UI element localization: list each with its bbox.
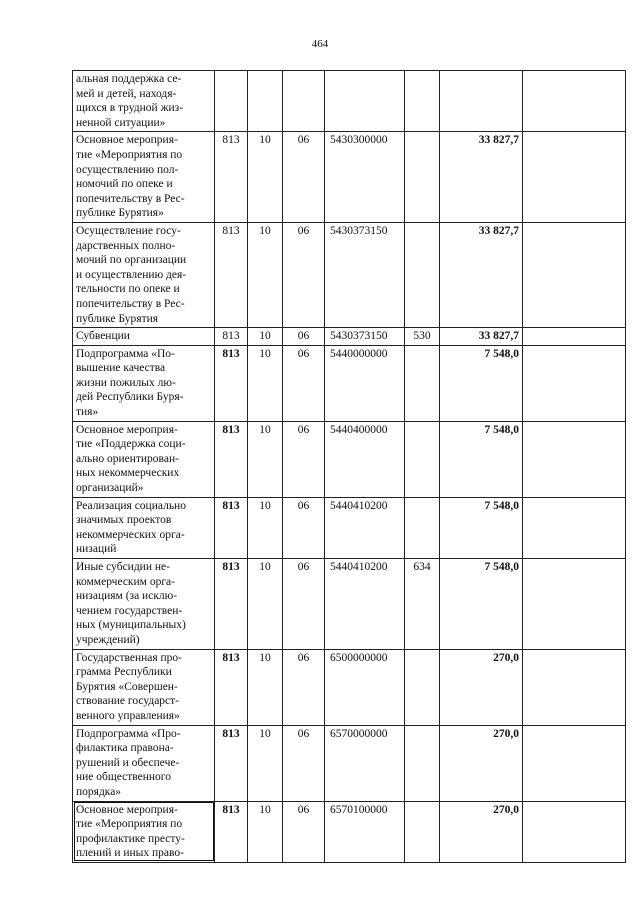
cell-empty	[523, 328, 626, 346]
budget-table	[72, 70, 626, 863]
cell-expense-type: 530	[405, 328, 440, 346]
cell-target-article: 5440400000	[325, 421, 405, 497]
table-row	[73, 497, 626, 558]
table-row	[73, 801, 626, 862]
cell-target-article: 5440410200	[325, 559, 405, 650]
table-row	[73, 559, 626, 650]
cell-name: Подпрограмма «Про- филактика правона- рушений и обеспече- ние общественного порядка»	[73, 725, 215, 801]
cell-subsection: 06	[283, 222, 325, 327]
cell-expense-type	[405, 725, 440, 801]
cell-expense-type	[405, 649, 440, 725]
cell-target-article: 6500000000	[325, 649, 405, 725]
cell-amount: 33 827,7	[440, 222, 523, 327]
cell-amount: 7 548,0	[440, 559, 523, 650]
cell-section: 10	[248, 649, 283, 725]
cell-section: 10	[248, 222, 283, 327]
page-number: 464	[311, 38, 329, 50]
cell-target-article: 6570000000	[325, 725, 405, 801]
cell-empty	[523, 801, 626, 862]
cell-subsection: 06	[283, 649, 325, 725]
cell-amount	[440, 71, 523, 132]
cell-empty	[523, 345, 626, 421]
cell-expense-type	[405, 801, 440, 862]
cell-empty	[523, 559, 626, 650]
cell-amount: 270,0	[440, 725, 523, 801]
cell-name: Иные субсидии не- коммерческим орга- низациям (за исклю- чением государствен- ных (муниципальных) учреждений)	[73, 559, 215, 650]
cell-target-article: 5430300000	[325, 132, 405, 223]
cell-subsection: 06	[283, 725, 325, 801]
cell-name: Реализация социально значимых проектов некоммерческих орга- низаций	[73, 497, 215, 558]
cell-expense-type	[405, 497, 440, 558]
cell-amount: 7 548,0	[440, 497, 523, 558]
cell-empty	[523, 222, 626, 327]
cell-subsection	[283, 71, 325, 132]
budget-table-body	[73, 71, 626, 863]
cell-subsection: 06	[283, 328, 325, 346]
cell-section: 10	[248, 421, 283, 497]
table-row	[73, 421, 626, 497]
cell-name: Осуществление госу- дарственных полно- мочий по организации и осуществлению дея- тельности по опеке и попечительству в Рес- публике Бурятия	[73, 222, 215, 327]
cell-ministry-code: 813	[215, 497, 248, 558]
cell-amount: 33 827,7	[440, 132, 523, 223]
cell-amount: 270,0	[440, 801, 523, 862]
cell-expense-type	[405, 421, 440, 497]
cell-section: 10	[248, 132, 283, 223]
cell-amount: 270,0	[440, 649, 523, 725]
cell-expense-type	[405, 345, 440, 421]
cell-subsection: 06	[283, 497, 325, 558]
cell-target-article: 5440410200	[325, 497, 405, 558]
cell-subsection: 06	[283, 421, 325, 497]
cell-target-article: 5440000000	[325, 345, 405, 421]
cell-target-article: 6570100000	[325, 801, 405, 862]
cell-name: альная поддержка се- мей и детей, находя- щихся в трудной жиз- ненной ситуации»	[73, 71, 215, 132]
cell-expense-type: 634	[405, 559, 440, 650]
cell-section: 10	[248, 801, 283, 862]
cell-section: 10	[248, 559, 283, 650]
cell-name: Основное мероприя- тие «Мероприятия по осуществлению пол- номочий по опеке и попечительству в Рес- публике Бурятия»	[73, 132, 215, 223]
cell-ministry-code	[215, 71, 248, 132]
cell-ministry-code: 813	[215, 725, 248, 801]
cell-ministry-code: 813	[215, 132, 248, 223]
cell-subsection: 06	[283, 345, 325, 421]
cell-amount: 33 827,7	[440, 328, 523, 346]
cell-target-article	[325, 71, 405, 132]
cell-expense-type	[405, 222, 440, 327]
cell-amount: 7 548,0	[440, 421, 523, 497]
table-row	[73, 222, 626, 327]
cell-ministry-code: 813	[215, 222, 248, 327]
cell-name: Субвенции	[73, 328, 215, 346]
cell-expense-type	[405, 132, 440, 223]
cell-subsection: 06	[283, 559, 325, 650]
cell-name: Основное мероприя- тие «Мероприятия по профилактике престу- плений и иных право-	[73, 801, 215, 862]
cell-empty	[523, 421, 626, 497]
cell-ministry-code: 813	[215, 421, 248, 497]
cell-expense-type	[405, 71, 440, 132]
cell-section	[248, 71, 283, 132]
cell-name: Основное мероприя- тие «Поддержка соци- ально ориентирован- ных некоммерческих организаций»	[73, 421, 215, 497]
cell-section: 10	[248, 497, 283, 558]
cell-empty	[523, 649, 626, 725]
cell-ministry-code: 813	[215, 649, 248, 725]
cell-empty	[523, 725, 626, 801]
table-row	[73, 71, 626, 132]
cell-subsection: 06	[283, 132, 325, 223]
cell-ministry-code: 813	[215, 559, 248, 650]
cell-empty	[523, 71, 626, 132]
cell-section: 10	[248, 345, 283, 421]
cell-target-article: 5430373150	[325, 328, 405, 346]
table-row	[73, 345, 626, 421]
cell-empty	[523, 497, 626, 558]
cell-name: Подпрограмма «По- вышение качества жизни пожилых лю- дей Республики Буря- тия»	[73, 345, 215, 421]
cell-ministry-code: 813	[215, 345, 248, 421]
cell-target-article: 5430373150	[325, 222, 405, 327]
table-row	[73, 132, 626, 223]
cell-subsection: 06	[283, 801, 325, 862]
table-row	[73, 725, 626, 801]
cell-empty	[523, 132, 626, 223]
cell-section: 10	[248, 328, 283, 346]
cell-ministry-code: 813	[215, 801, 248, 862]
table-row	[73, 649, 626, 725]
cell-section: 10	[248, 725, 283, 801]
cell-name: Государственная про- грамма Республики Бурятия «Совершен- ствование государст- венного управления»	[73, 649, 215, 725]
cell-ministry-code: 813	[215, 328, 248, 346]
table-row	[73, 328, 626, 346]
cell-amount: 7 548,0	[440, 345, 523, 421]
